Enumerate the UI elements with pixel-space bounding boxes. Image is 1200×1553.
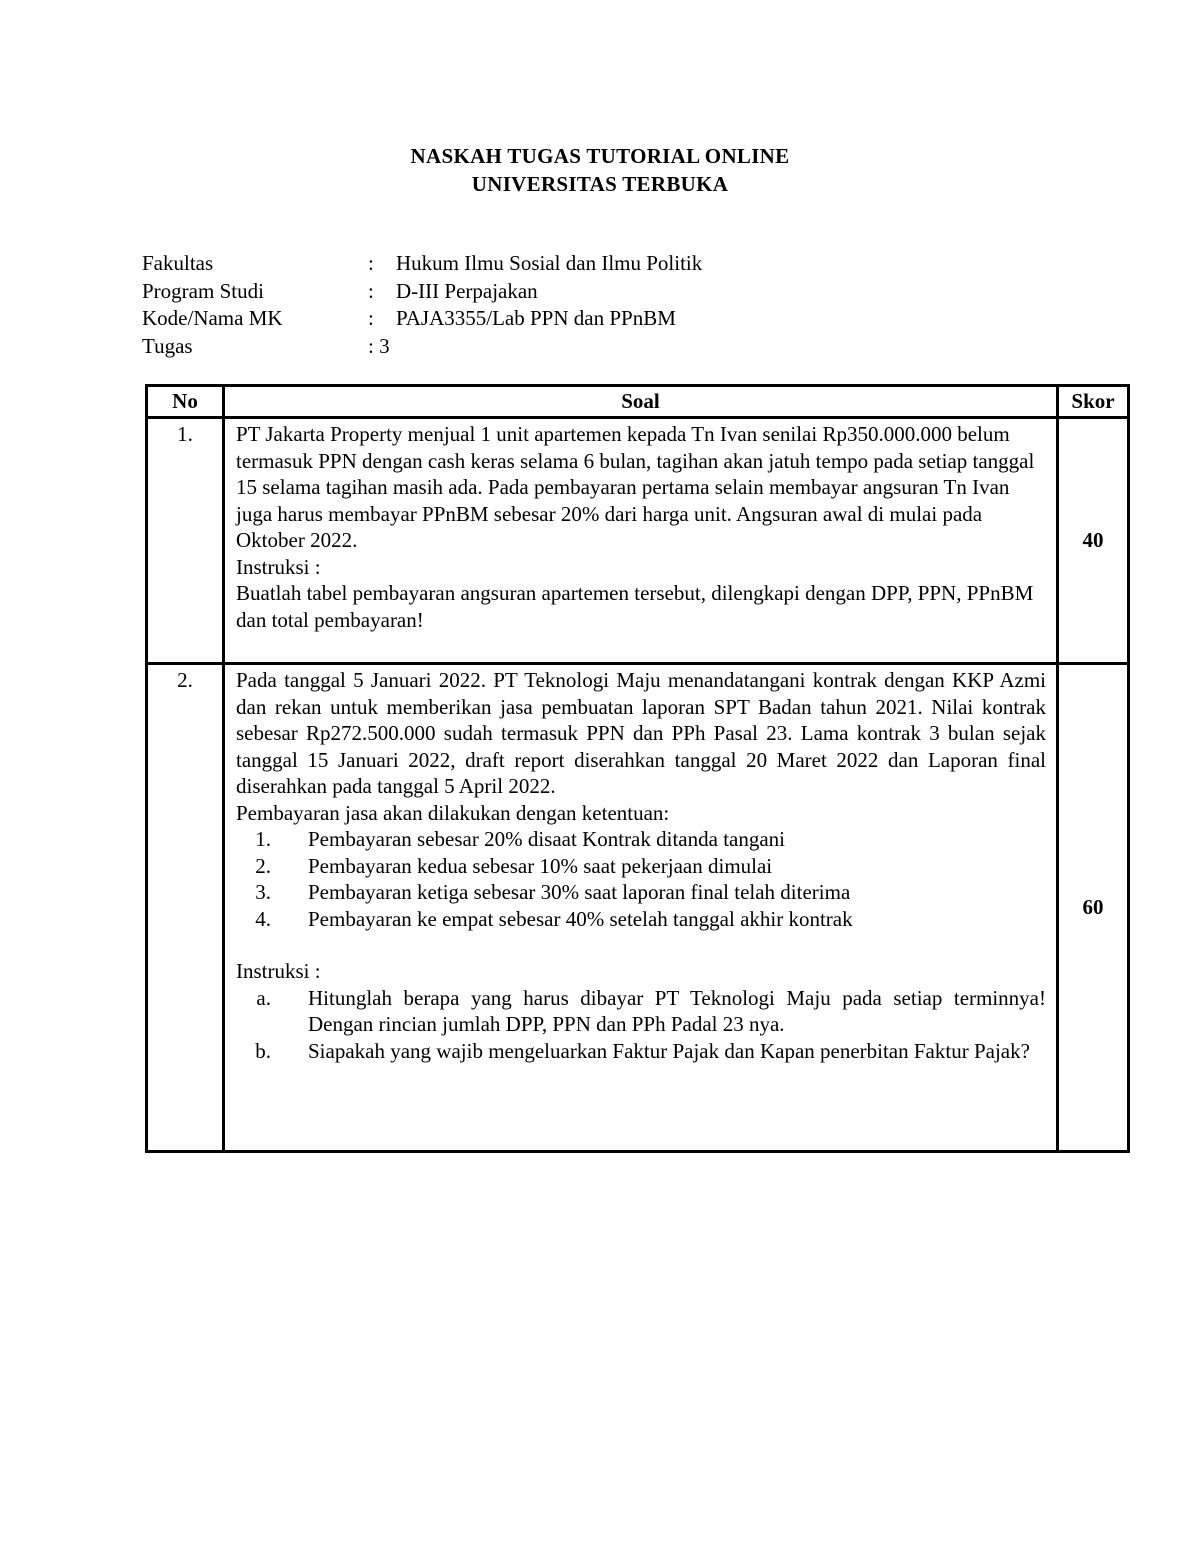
question-text	[224, 664, 1058, 1152]
list-item	[236, 853, 1046, 880]
header-soal: Soal	[224, 386, 1058, 418]
payment-terms-list	[236, 826, 1046, 932]
meta-value: D-III Perpajakan	[396, 278, 538, 303]
meta-row-program-studi	[142, 278, 702, 306]
question-number: 2.	[147, 664, 224, 1152]
list-item	[236, 1038, 1046, 1065]
question-score: 40	[1058, 418, 1129, 664]
question-body: Pada tanggal 5 Januari 2022. PT Teknologi Maju menandatangani kontrak dengan KKP Azmi dan rekan untuk memberikan jasa pembuatan laporan SPT Badan tahun 2021. Nilai kontrak sebesar Rp272.500.000 sudah termasuk PPN dan PPh Pasal 23. Lama kontrak 3 bulan sejak tanggal 15 Januari 2022, draft report diserahkan tanggal 20 Maret 2022 dan Laporan final diserahkan pada tanggal 5 April 2022.	[236, 668, 1046, 798]
header-no: No	[147, 386, 224, 418]
meta-colon: :	[368, 306, 374, 330]
list-item	[236, 826, 1046, 853]
meta-value: Hukum Ilmu Sosial dan Ilmu Politik	[396, 251, 703, 275]
table-row	[147, 664, 1129, 1152]
document-title: NASKAH TUGAS TUTORIAL ONLINE	[410, 144, 790, 168]
list-text: Pembayaran ke empat sebesar 40% setelah tanggal akhir kontrak	[308, 906, 853, 931]
list-item	[236, 985, 1046, 1038]
list-text: Pembayaran ketiga sebesar 30% saat laporan final telah diterima	[308, 880, 851, 904]
instruction-label: Instruksi :	[236, 959, 321, 983]
question-text	[224, 418, 1058, 664]
list-item	[236, 879, 1046, 906]
list-text: Pembayaran sebesar 20% disaat Kontrak ditanda tangani	[308, 827, 786, 851]
meta-value: PAJA3355/Lab PPN dan PPnBM	[396, 306, 676, 330]
meta-colon: :	[368, 278, 374, 303]
instruction-list	[236, 985, 1046, 1065]
instruction-label: Instruksi :	[236, 554, 321, 579]
meta-colon: : 3	[368, 333, 390, 358]
table-row	[147, 418, 1129, 664]
meta-colon: :	[368, 251, 374, 275]
list-item	[236, 906, 1046, 933]
meta-label: Kode/Nama MK	[142, 306, 283, 330]
terms-intro: Pembayaran jasa akan dilakukan dengan ketentuan:	[236, 800, 670, 825]
list-marker: 1.	[255, 827, 271, 851]
table-header-row	[147, 386, 1129, 418]
instruction-text: Buatlah tabel pembayaran angsuran apartemen tersebut, dilengkapi dengan DPP, PPN, PPnBM dan total pembayaran!	[236, 581, 1034, 632]
meta-row-tugas	[142, 333, 702, 361]
list-marker: a.	[256, 985, 271, 1010]
question-table	[145, 384, 1130, 1153]
list-marker: 2.	[255, 853, 271, 878]
question-score: 60	[1058, 664, 1129, 1152]
list-marker: b.	[255, 1038, 271, 1063]
list-text: Siapakah yang wajib mengeluarkan Faktur Pajak dan Kapan penerbitan Faktur Pajak?	[308, 1038, 1030, 1063]
question-body: PT Jakarta Property menjual 1 unit apartemen kepada Tn Ivan senilai Rp350.000.000 belum termasuk PPN dengan cash keras selama 6 bulan, tagihan akan jatuh tempo pada setiap tanggal 15 selama tagihan masih ada. Pada pembayaran pertama selain membayar angsuran Tn Ivan juga harus membayar PPnBM sebesar 20% dari harga unit. Angsuran awal di mulai pada Oktober 2022.	[236, 422, 1035, 552]
list-text: Pembayaran kedua sebesar 10% saat pekerjaan dimulai	[308, 853, 773, 878]
meta-row-fakultas	[142, 250, 702, 278]
meta-label: Tugas	[142, 333, 193, 358]
list-marker: 3.	[255, 880, 271, 904]
list-marker: 4.	[255, 906, 271, 931]
list-text: Hitunglah berapa yang harus dibayar PT Teknologi Maju pada setiap terminnya! Dengan rincian jumlah DPP, PPN dan PPh Padal 23 nya.	[308, 985, 1046, 1036]
document-subtitle: UNIVERSITAS TERBUKA	[471, 172, 729, 196]
meta-row-kode-mk	[142, 305, 702, 333]
meta-label: Fakultas	[142, 251, 214, 275]
question-number: 1.	[147, 418, 224, 664]
course-info	[142, 250, 702, 360]
meta-label: Program Studi	[142, 278, 264, 303]
header-skor: Skor	[1058, 386, 1129, 418]
